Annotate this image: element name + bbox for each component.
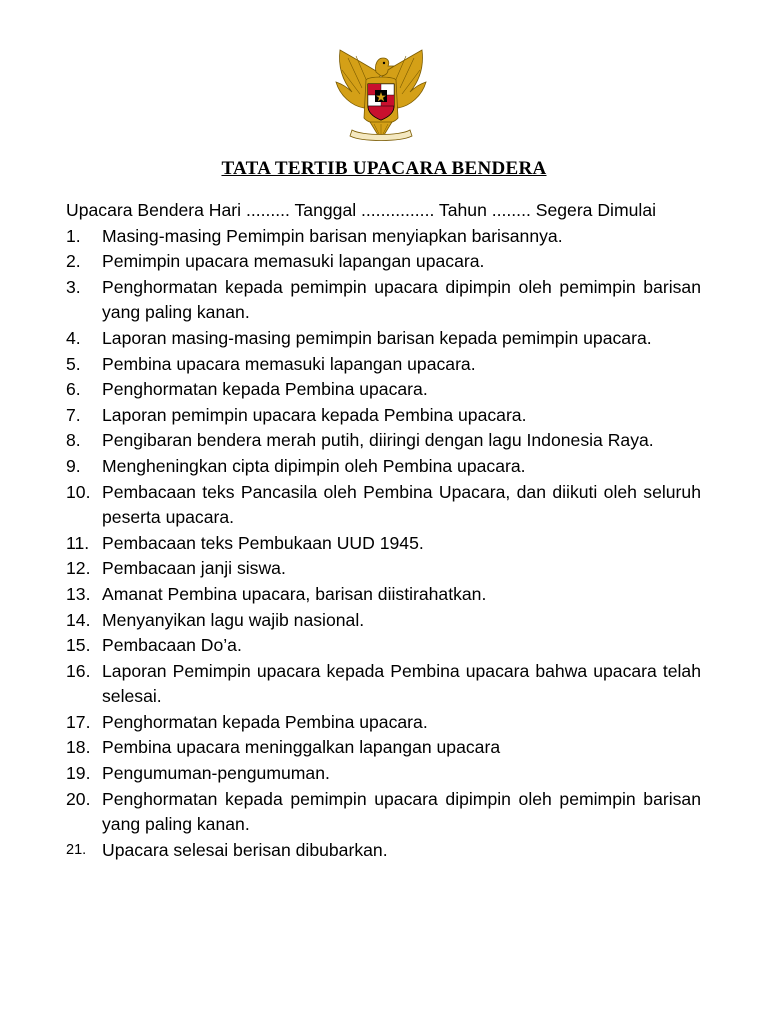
list-item [66,787,701,838]
list-item-number: 5. [66,353,81,374]
list-item-number: 8. [66,430,81,451]
list-item-text: Penghormatan kepada Pembina upacara. [102,711,428,732]
list-item-text: Mengheningkan cipta dipimpin oleh Pembina upacara. [102,455,526,476]
list-item-text: Pengibaran bendera merah putih, diiringi dengan lagu Indonesia Raya. [102,430,654,451]
list-item-text: Laporan Pemimpin upacara kepada Pembina upacara bahwa upacara telah selesai. [102,660,701,707]
list-item [66,403,701,429]
list-item-number: 17. [66,711,91,732]
list-item-number: 12. [66,558,91,579]
list-item [66,352,701,378]
list-item-number: 21. [66,841,87,858]
list-item-number: 20. [66,788,91,809]
list-item [66,224,701,250]
list-item-text: Pembacaan teks Pembukaan UUD 1945. [102,532,424,553]
list-item-text: Amanat Pembina upacara, barisan diistirahatkan. [102,583,487,604]
list-item-number: 2. [66,251,81,272]
list-item-text: Penghormatan kepada Pembina upacara. [102,379,428,400]
list-item-text: Penghormatan kepada pemimpin upacara dipimpin oleh pemimpin barisan yang paling kanan. [102,788,701,835]
list-item-text: Pembacaan teks Pancasila oleh Pembina Upacara, dan diikuti oleh seluruh peserta upacara. [102,481,701,528]
garuda-emblem-icon [328,44,434,150]
list-item [66,608,701,634]
list-item-text: Pengumuman-pengumuman. [102,763,330,784]
list-item [66,838,701,864]
list-item-number: 11. [66,532,90,553]
list-item [66,761,701,787]
list-item-text: Pemimpin upacara memasuki lapangan upacara. [102,251,485,272]
list-item-number: 18. [66,737,91,758]
list-item [66,249,701,275]
list-item-text: Laporan masing-masing pemimpin barisan kepada pemimpin upacara. [102,327,652,348]
list-item [66,275,701,326]
list-item-number: 15. [66,635,91,656]
list-item-number: 13. [66,583,91,604]
list-item [66,531,701,557]
list-item-text: Menyanyikan lagu wajib nasional. [102,609,365,630]
list-item [66,633,701,659]
list-item [66,582,701,608]
ceremony-steps-list [66,224,701,864]
document-body [66,198,701,863]
list-item-number: 9. [66,455,81,476]
list-item-text: Penghormatan kepada pemimpin upacara dipimpin oleh pemimpin barisan yang paling kanan. [102,276,701,323]
list-item [66,710,701,736]
list-item-text: Masing-masing Pemimpin barisan menyiapkan barisannya. [102,225,563,246]
list-item [66,326,701,352]
document-title: TATA TERTIB UPACARA BENDERA [221,158,547,179]
list-item [66,377,701,403]
list-item-text: Laporan pemimpin upacara kepada Pembina upacara. [102,404,527,425]
list-item-number: 14. [66,609,91,630]
intro-paragraph: Upacara Bendera Hari ......... Tanggal ............... Tahun ........ Segera Dimulai [66,200,657,220]
list-item-text: Pembina upacara meninggalkan lapangan upacara [102,737,501,758]
list-item [66,659,701,710]
list-item-number: 1. [66,225,81,246]
list-item-text: Pembina upacara memasuki lapangan upacara. [102,353,476,374]
list-item-number: 7. [66,404,81,425]
list-item [66,454,701,480]
list-item-text: Upacara selesai berisan dibubarkan. [102,839,388,860]
list-item-number: 3. [66,276,81,297]
list-item-text: Pembacaan janji siswa. [102,558,286,579]
list-item-text: Pembacaan Do’a. [102,635,242,656]
list-item [66,428,701,454]
list-item-number: 16. [66,660,91,681]
list-item-number: 19. [66,763,91,784]
list-item-number: 6. [66,379,81,400]
list-item-number: 4. [66,327,81,348]
list-item-number: 10. [66,481,91,502]
list-item [66,735,701,761]
list-item [66,556,701,582]
list-item [66,480,701,531]
